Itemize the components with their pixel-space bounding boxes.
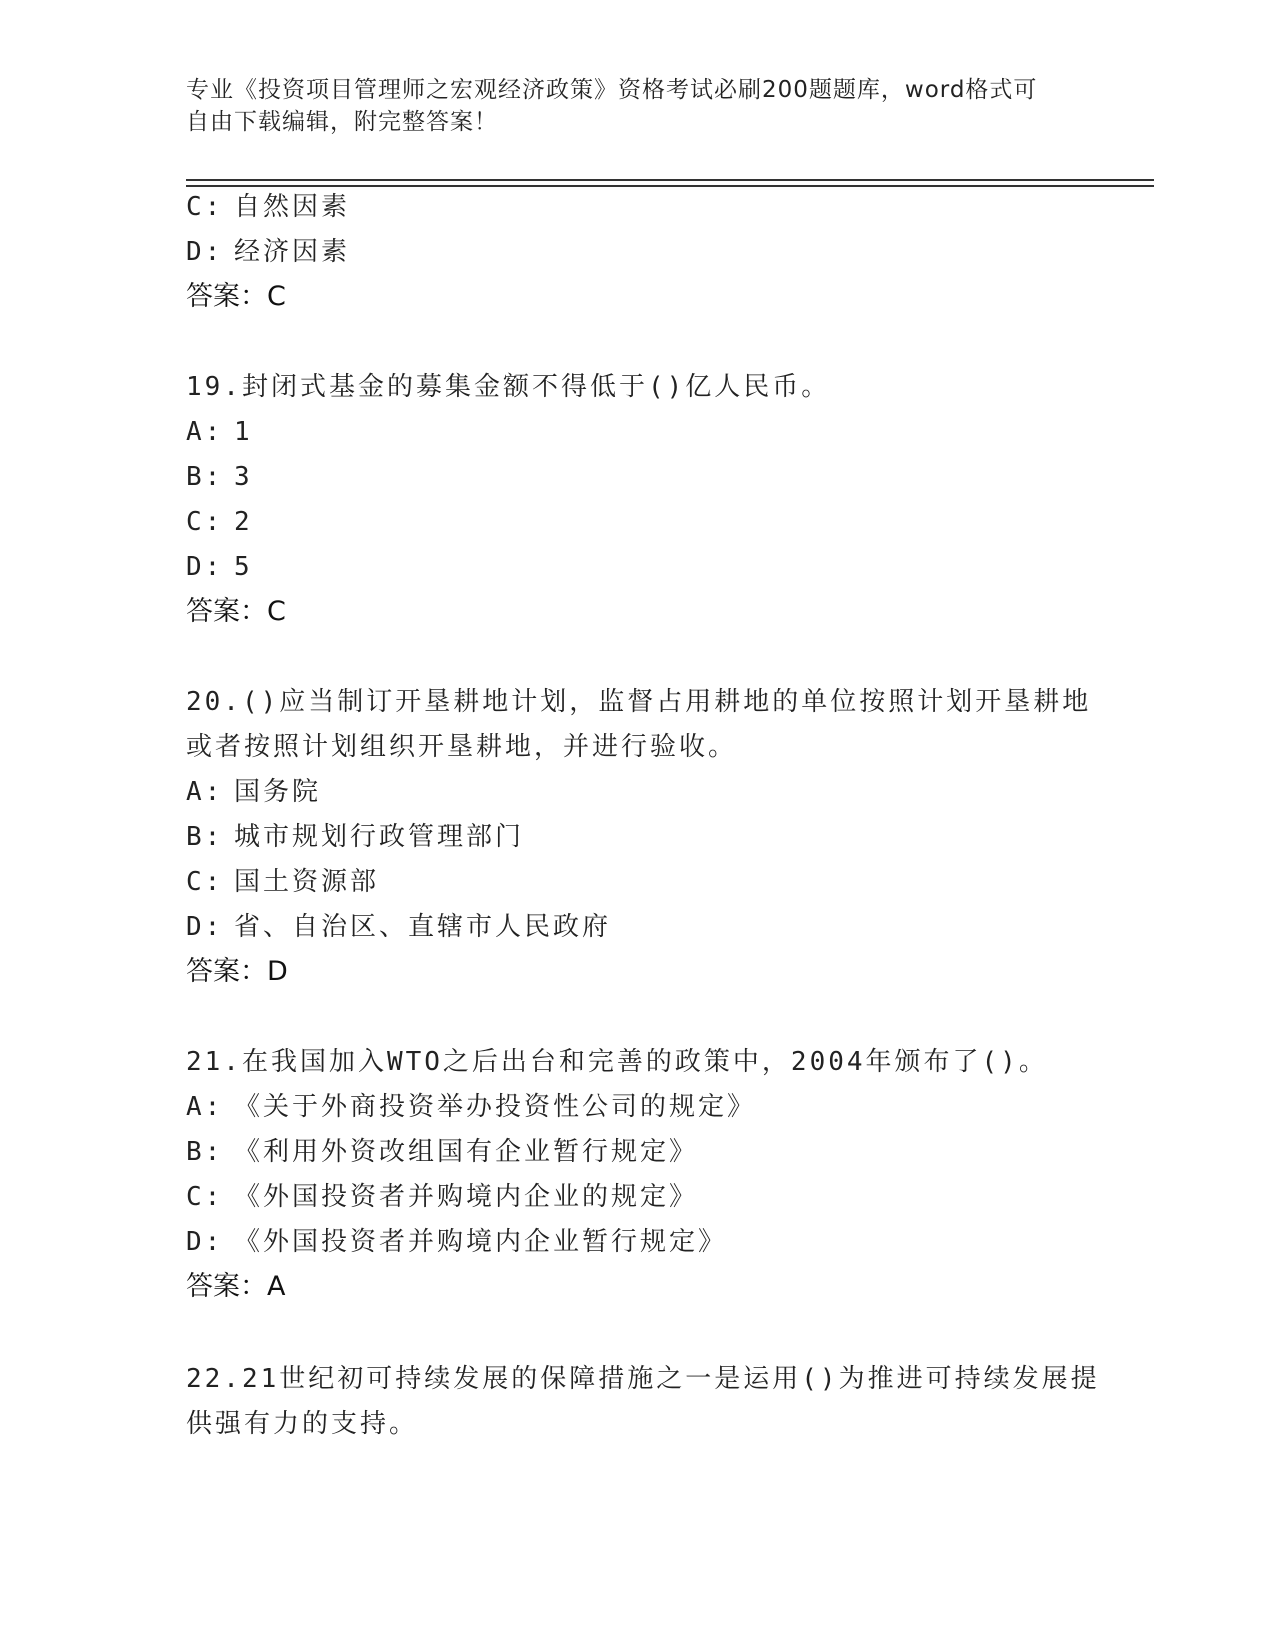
header-line-2: 自由下载编辑，附完整答案！: [186, 109, 498, 135]
question-20-line-1: 20.()应当制订开垦耕地计划，监督占用耕地的单位按照计划开垦耕地: [186, 687, 1092, 717]
question-19: 19.封闭式基金的募集金额不得低于()亿人民币。: [186, 372, 831, 402]
question-21: 21.在我国加入WTO之后出台和完善的政策中，2004年颁布了()。: [186, 1047, 1048, 1077]
answer: 答案：D: [186, 956, 288, 987]
option-b: B: 城市规划行政管理部门: [186, 822, 525, 852]
option-d: D: 经济因素: [186, 237, 351, 267]
question-20-line-2: 或者按照计划组织开垦耕地，并进行验收。: [186, 732, 738, 762]
option-d: D: 《外国投资者并购境内企业暂行规定》: [186, 1227, 728, 1257]
option-a: A: 《关于外商投资举办投资性公司的规定》: [186, 1092, 757, 1122]
option-c: C: 《外国投资者并购境内企业的规定》: [186, 1182, 699, 1212]
answer: 答案：C: [186, 281, 286, 312]
question-22-line-2: 供强有力的支持。: [186, 1409, 419, 1439]
option-c: C: 国土资源部: [186, 867, 380, 897]
answer: 答案：C: [186, 596, 286, 627]
answer: 答案：A: [186, 1271, 286, 1302]
option-c: C: 自然因素: [186, 192, 351, 222]
option-b: B: 《利用外资改组国有企业暂行规定》: [186, 1137, 699, 1167]
option-b: B: 3: [186, 462, 253, 492]
header-rule-top: [186, 179, 1154, 181]
option-a: A: 国务院: [186, 777, 322, 807]
option-d: D: 省、自治区、直辖市人民政府: [186, 912, 612, 942]
header-rule-bottom: [186, 185, 1154, 187]
option-c: C: 2: [186, 507, 253, 537]
header-line-1: 专业《投资项目管理师之宏观经济政策》资格考试必刷200题题库，word格式可: [186, 77, 1038, 103]
option-a: A: 1: [186, 417, 253, 447]
option-d: D: 5: [186, 552, 253, 582]
question-22-line-1: 22.21世纪初可持续发展的保障措施之一是运用()为推进可持续发展提: [186, 1364, 1100, 1394]
document-header: [186, 74, 1066, 138]
